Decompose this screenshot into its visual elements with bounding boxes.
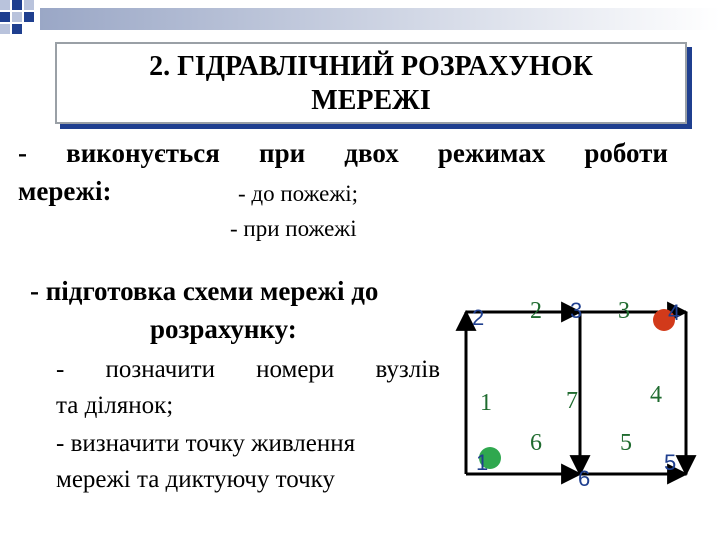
modes-intro-line-2: мережі: bbox=[18, 176, 112, 206]
section-label-3: 3 bbox=[618, 298, 630, 324]
section-label-2: 2 bbox=[530, 298, 542, 324]
step1-line-1: - позначити номери вузлів bbox=[56, 356, 440, 383]
title-line-2: МЕРЕЖІ bbox=[311, 85, 431, 116]
modes-intro-line-1: - виконується при двох режимах роботи bbox=[18, 138, 668, 168]
node-label-6: 6 bbox=[578, 466, 591, 491]
step2-line-1: - визначити точку живлення bbox=[56, 430, 356, 457]
node-label-3: 3 bbox=[570, 298, 583, 323]
title-line-1: 2. ГІДРАВЛІЧНИЙ РОЗРАХУНОК bbox=[149, 51, 593, 82]
preparation-heading-line-1: - підготовка схеми мережі до bbox=[30, 276, 379, 306]
section-label-6: 6 bbox=[530, 430, 542, 456]
node-label-1: 1 bbox=[476, 450, 489, 475]
section-label-5: 5 bbox=[620, 430, 632, 456]
section-label-1: 1 bbox=[480, 390, 492, 416]
step1-line-2: та ділянок; bbox=[56, 392, 174, 419]
node-label-5: 5 bbox=[664, 450, 677, 475]
step2-line-2: мережі та диктуючу точку bbox=[56, 466, 335, 493]
preparation-heading-line-2: розрахунку: bbox=[150, 314, 297, 344]
node-label-2: 2 bbox=[472, 305, 485, 330]
node-label-4: 4 bbox=[668, 300, 681, 325]
mode-during-fire: - при пожежі bbox=[230, 216, 357, 241]
section-label-7: 7 bbox=[566, 388, 578, 414]
mode-before-fire: - до пожежі; bbox=[238, 181, 359, 206]
section-label-4: 4 bbox=[650, 382, 662, 408]
